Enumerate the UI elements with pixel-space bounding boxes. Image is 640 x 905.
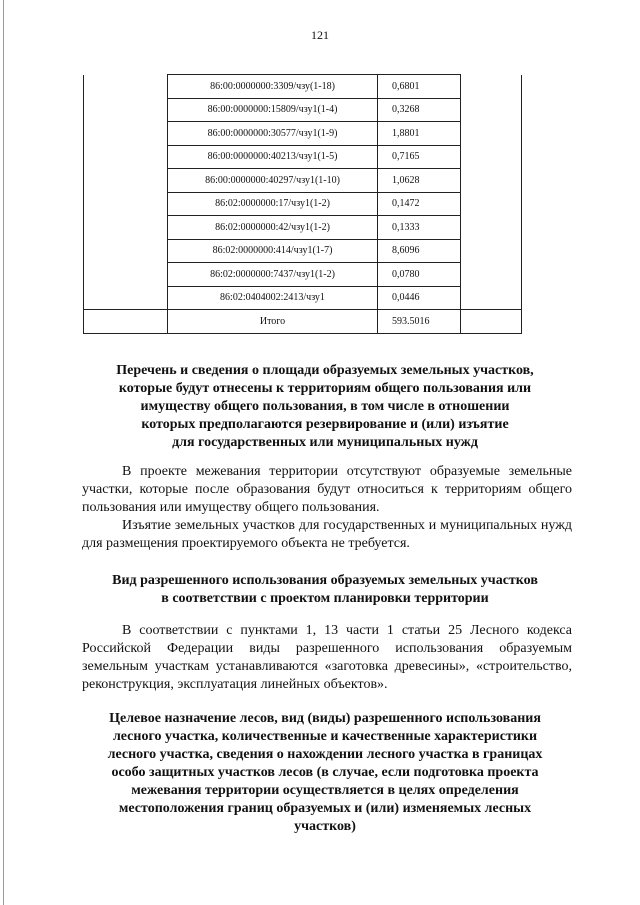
parcel-id-cell: 86:02:0404002:2413/чзу1 (168, 286, 378, 310)
empty-cell (461, 169, 522, 193)
table-row (84, 239, 522, 263)
heading-line: которых предполагаются резервирование и (или) изъятие (141, 417, 509, 432)
area-cell: 1,0628 (378, 169, 461, 193)
heading-line: Целевое назначение лесов, вид (виды) разрешенного использования (109, 711, 541, 726)
heading-line: Перечень и сведения о площади образуемых земельных участков, (116, 363, 534, 378)
section1-heading (60, 362, 590, 452)
area-cell: 8,6096 (378, 239, 461, 263)
table-row (84, 169, 522, 193)
area-cell: 1,8801 (378, 122, 461, 146)
area-cell: 0,0446 (378, 286, 461, 310)
table-row (84, 145, 522, 169)
heading-line: для государственных или муниципальных нужд (172, 435, 478, 450)
parcel-id-cell: 86:02:0000000:7437/чзу1(1-2) (168, 263, 378, 287)
table-row (84, 286, 522, 310)
heading-line: лесного участка, сведения о нахождении лесного участка в границах (107, 747, 543, 762)
empty-cell (84, 216, 168, 240)
area-cell: 0,3268 (378, 98, 461, 122)
parcel-id-cell: 86:00:0000000:30577/чзу1(1-9) (168, 122, 378, 146)
heading-line: лесного участка, количественные и качественные характеристики (112, 729, 538, 744)
total-label-cell: Итого (168, 310, 378, 334)
empty-cell (461, 239, 522, 263)
empty-cell (84, 75, 168, 99)
empty-cell (84, 286, 168, 310)
empty-cell (84, 239, 168, 263)
empty-cell (84, 145, 168, 169)
empty-cell (84, 192, 168, 216)
empty-cell (84, 263, 168, 287)
empty-cell (84, 98, 168, 122)
empty-cell (461, 98, 522, 122)
empty-cell (84, 310, 168, 334)
page-number: 121 (311, 28, 329, 42)
section3-heading (60, 710, 590, 836)
parcel-id-cell: 86:00:0000000:40213/чзу1(1-5) (168, 145, 378, 169)
table-row (84, 216, 522, 240)
empty-cell (84, 169, 168, 193)
heading-line: в соответствии с проектом планировки территории (161, 591, 489, 606)
heading-line: участков) (294, 819, 356, 834)
parcel-id-cell: 86:02:0000000:414/чзу1(1-7) (168, 239, 378, 263)
section1-paragraph-1: В проекте межевания территории отсутствуют образуемые земельные участки, которые после образования будут относиться к территориям общего пользования или имуществу общего пользования. (82, 464, 572, 515)
table-row (84, 263, 522, 287)
area-cell: 0,1333 (378, 216, 461, 240)
parcel-id-cell: 86:00:0000000:15809/чзу1(1-4) (168, 98, 378, 122)
empty-cell (461, 263, 522, 287)
area-cell: 0,0780 (378, 263, 461, 287)
parcels-table (83, 74, 522, 334)
area-cell: 0,1472 (378, 192, 461, 216)
section2-heading (60, 572, 590, 608)
section1-paragraph-2: Изъятие земельных участков для государственных и муниципальных нужд для размещения проектируемого объекта не требуется. (82, 518, 572, 551)
empty-cell (84, 122, 168, 146)
total-value-cell: 593.5016 (378, 310, 461, 334)
table-row (84, 122, 522, 146)
area-cell: 0,7165 (378, 145, 461, 169)
parcel-id-cell: 86:00:0000000:3309/чзу(1-18) (168, 75, 378, 99)
table-total-row (84, 310, 522, 334)
heading-line: Вид разрешенного использования образуемых земельных участков (112, 573, 538, 588)
table-row (84, 98, 522, 122)
heading-line: которые будут отнесены к территориям общего пользования или (118, 381, 532, 396)
parcel-id-cell: 86:02:0000000:17/чзу1(1-2) (168, 192, 378, 216)
empty-cell (461, 75, 522, 99)
table-row (84, 192, 522, 216)
empty-cell (461, 216, 522, 240)
parcel-id-cell: 86:02:0000000:42/чзу1(1-2) (168, 216, 378, 240)
heading-line: имуществу общего пользования, в том числе в отношении (140, 399, 510, 414)
table-row (84, 75, 522, 99)
empty-cell (461, 192, 522, 216)
heading-line: межевания территории осуществляется в целях определения (131, 783, 519, 798)
page-edge-line (3, 0, 4, 905)
heading-line: особо защитных участков лесов (в случае, если подготовка проекта (111, 765, 539, 780)
section2-paragraph: В соответствии с пунктами 1, 13 части 1 статьи 25 Лесного кодекса Российской Федерации виды разрешенного использования образуемым земельным участкам устанавливаются «заготовка древесины», «строительство, реконструкция, эксплуатация линейных объектов». (82, 623, 572, 692)
empty-cell (461, 310, 522, 334)
empty-cell (461, 286, 522, 310)
empty-cell (461, 145, 522, 169)
parcel-id-cell: 86:00:0000000:40297/чзу1(1-10) (168, 169, 378, 193)
empty-cell (461, 122, 522, 146)
heading-line: местоположения границ образуемых и (или) изменяемых лесных (118, 801, 532, 816)
area-cell: 0,6801 (378, 75, 461, 99)
